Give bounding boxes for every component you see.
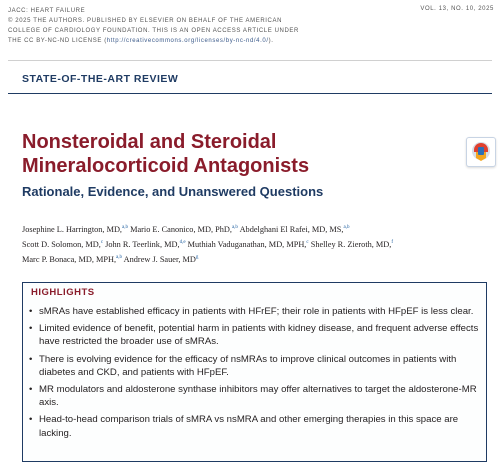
author-line-2 — [22, 236, 492, 251]
license-suffix: ). — [268, 38, 274, 44]
author-name: Marc P. Bonaca, MD, MPH, — [22, 254, 117, 264]
highlight-text: MR modulators and aldosterone synthase inhibitors may offer alternatives to target the aldosterone-MR axis. — [39, 384, 477, 409]
title-line-2: Mineralocorticoid Antagonists — [22, 155, 310, 177]
highlight-text: sMRAs have established efficacy in patients with HFrEF; their role in patients with HFpEF is less clear. — [39, 306, 474, 317]
highlight-text: Limited evidence of benefit, potential harm in patients with kidney disease, and frequent adverse effects have restricted the broader use of sMRAs. — [39, 323, 479, 348]
header-divider — [8, 60, 492, 61]
highlight-item — [29, 322, 479, 348]
article-subtitle: Rationale, Evidence, and Unanswered Questions — [22, 184, 324, 199]
license-link[interactable]: http://creativecommons.org/licenses/by-nc-nd/4.0/ — [106, 38, 269, 44]
crossmark-icon — [467, 138, 495, 166]
copyright-line: © 2025 THE AUTHORS. PUBLISHED BY ELSEVIER ON BEHALF OF THE AMERICAN — [8, 18, 283, 24]
section-divider — [8, 93, 492, 94]
highlight-item — [29, 353, 479, 379]
highlights-title: HIGHLIGHTS — [31, 287, 95, 298]
author-affiliation: c — [100, 239, 104, 245]
journal-header — [8, 6, 348, 46]
author-line-3 — [22, 251, 492, 266]
bullet-icon: • — [29, 306, 33, 317]
author-affiliation: a,b — [122, 225, 128, 230]
highlight-item — [29, 383, 479, 409]
author-name: Shelley R. Zieroth, MD, — [310, 239, 392, 249]
section-label: STATE-OF-THE-ART REVIEW — [22, 73, 179, 85]
article-title — [22, 130, 442, 178]
author-name: Scott D. Solomon, MD, — [22, 239, 101, 249]
author-affiliation: a,b — [116, 254, 123, 260]
title-line-1: Nonsteroidal and Steroidal — [22, 131, 277, 153]
author-name: Andrew J. Sauer, MD — [123, 254, 196, 264]
highlights-list — [29, 305, 479, 444]
highlight-item — [29, 305, 479, 318]
author-name: Josephine L. Harrington, MD, — [22, 224, 123, 234]
author-affiliation: g — [195, 254, 199, 260]
bullet-icon: • — [29, 384, 33, 396]
author-list — [22, 221, 492, 265]
author-name: Mario E. Canonico, MD, PhD, — [130, 224, 232, 234]
author-line-1 — [22, 221, 492, 236]
highlight-text: Head-to-head comparison trials of sMRA vs nsMRA and other emerging therapies in this space are lacking. — [39, 414, 459, 439]
author-name: Muthiah Vaduganathan, MD, MPH, — [187, 239, 307, 249]
highlight-text: There is evolving evidence for the efficacy of nsMRAs to improve clinical outcomes in patients with diabetes and CKD, and patients with HFpEF. — [39, 353, 457, 378]
author-affiliation: d,e — [179, 239, 186, 245]
license-prefix: THE CC BY-NC-ND LICENSE ( — [8, 38, 107, 44]
bullet-icon: • — [29, 323, 33, 335]
author-affiliation: c — [306, 239, 309, 245]
crossmark-badge[interactable] — [466, 137, 496, 167]
copyright-line-2: COLLEGE OF CARDIOLOGY FOUNDATION. THIS IS AN OPEN ACCESS ARTICLE UNDER — [8, 28, 299, 34]
author-affiliation: a,b — [231, 225, 238, 230]
bullet-icon: • — [29, 353, 33, 365]
journal-name: JACC: HEART FAILURE — [8, 8, 86, 14]
highlights-box — [22, 282, 487, 462]
highlight-item — [29, 413, 479, 439]
author-affiliation: a,b — [343, 225, 350, 230]
author-affiliation: f — [391, 239, 394, 245]
author-name: John R. Teerlink, MD, — [105, 239, 180, 249]
bullet-icon: • — [29, 414, 33, 426]
issue-info: VOL. 13, NO. 10, 2025 — [420, 6, 494, 12]
license-line — [8, 36, 348, 46]
author-name: Abdelghani El Rafei, MD, MS, — [239, 224, 344, 234]
